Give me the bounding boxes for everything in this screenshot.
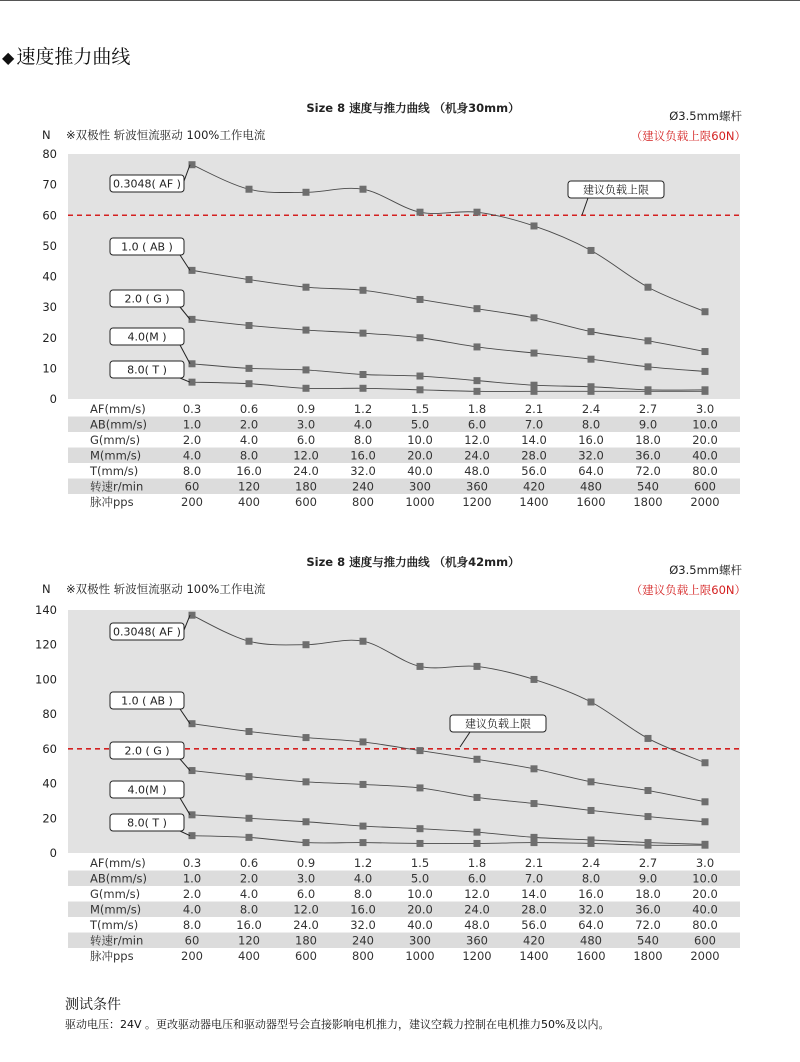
table-row-label: T(mm/s) xyxy=(90,918,139,932)
table-cell: 1.8 xyxy=(467,856,487,870)
series-4-point-1 xyxy=(246,834,253,841)
series-2-point-4 xyxy=(417,784,424,791)
series-1-point-1 xyxy=(246,728,253,735)
y-tick-label: 120 xyxy=(35,637,57,652)
table-cell: 360 xyxy=(466,933,488,948)
table-row-label: 脉冲pps xyxy=(90,495,134,509)
table-cell: 400 xyxy=(238,495,260,509)
table-row-label: T(mm/s) xyxy=(90,464,139,478)
series-2-point-5 xyxy=(474,794,481,801)
series-3-point-5 xyxy=(474,829,481,836)
y-tick-label: 60 xyxy=(42,741,57,756)
series-0-point-5 xyxy=(474,663,481,670)
table-cell: 20.0 xyxy=(692,887,718,901)
table-cell: 6.0 xyxy=(467,871,487,886)
y-tick-label: 0 xyxy=(49,392,57,406)
series-3-point-2 xyxy=(303,366,310,373)
table-cell: 8.0 xyxy=(239,448,259,463)
table-cell: 2.1 xyxy=(524,856,544,870)
table-cell: 800 xyxy=(352,495,374,509)
table-cell: 8.0 xyxy=(182,918,202,932)
table-cell: 12.0 xyxy=(464,433,490,447)
series-1-point-6 xyxy=(531,314,538,321)
table-cell: 28.0 xyxy=(521,448,547,463)
table-cell: 12.0 xyxy=(293,902,319,917)
table-cell: 0.3 xyxy=(182,402,202,416)
table-cell: 12.0 xyxy=(293,448,319,463)
limit-label: 建议负载上限 xyxy=(465,717,531,731)
series-0-point-8 xyxy=(645,284,652,291)
drive-condition: ※双极性 斩波恒流驱动 100%工作电流 xyxy=(66,582,266,596)
table-cell: 8.0 xyxy=(581,417,601,432)
table-cell: 120 xyxy=(238,933,260,948)
series-2-point-9 xyxy=(702,818,709,825)
table-cell: 8.0 xyxy=(239,902,259,917)
table-cell: 600 xyxy=(694,479,716,494)
table-cell: 600 xyxy=(694,933,716,948)
table-row-label: G(mm/s) xyxy=(90,433,141,447)
series-2-point-2 xyxy=(303,327,310,334)
table-cell: 3.0 xyxy=(296,417,316,432)
table-cell: 1.8 xyxy=(467,402,487,416)
series-3-point-1 xyxy=(246,365,253,372)
series-0-point-4 xyxy=(417,209,424,216)
table-cell: 80.0 xyxy=(692,918,718,932)
table-cell: 64.0 xyxy=(578,464,604,478)
table-cell: 7.0 xyxy=(524,417,544,432)
test-conditions-title: 测试条件 xyxy=(65,997,121,1013)
y-tick-label: 40 xyxy=(42,269,57,284)
y-axis-unit: N xyxy=(42,582,51,596)
table-cell: 800 xyxy=(352,949,374,963)
speed-thrust-chart-30mm xyxy=(0,98,800,518)
y-axis-unit: N xyxy=(42,128,51,142)
y-tick-label: 80 xyxy=(42,707,57,722)
series-2-point-2 xyxy=(303,778,310,785)
table-row-label: AB(mm/s) xyxy=(90,871,148,886)
series-2-point-6 xyxy=(531,800,538,807)
table-cell: 72.0 xyxy=(635,464,661,478)
series-1-point-1 xyxy=(246,276,253,283)
series-label: 8.0( T ) xyxy=(127,363,167,377)
table-cell: 420 xyxy=(523,933,545,948)
table-cell: 400 xyxy=(238,949,260,963)
series-1-point-3 xyxy=(360,287,367,294)
series-1-point-7 xyxy=(588,778,595,785)
series-4-point-9 xyxy=(702,388,709,395)
table-cell: 16.0 xyxy=(350,902,376,917)
y-tick-label: 80 xyxy=(42,147,57,161)
table-cell: 16.0 xyxy=(350,448,376,463)
diamond-icon: ◆ xyxy=(2,48,15,67)
series-4-point-8 xyxy=(645,842,652,849)
table-row-label: AF(mm/s) xyxy=(90,402,146,416)
screw-spec: Ø3.5mm螺杆 xyxy=(669,563,742,577)
table-row-label: G(mm/s) xyxy=(90,887,141,901)
table-cell: 36.0 xyxy=(635,902,661,917)
series-3-point-6 xyxy=(531,382,538,389)
y-tick-label: 10 xyxy=(42,361,57,376)
table-cell: 240 xyxy=(352,479,374,494)
series-0-point-6 xyxy=(531,676,538,683)
series-4-point-7 xyxy=(588,840,595,847)
y-tick-label: 100 xyxy=(35,672,57,687)
table-cell: 1400 xyxy=(519,949,549,963)
series-1-point-7 xyxy=(588,328,595,335)
table-cell: 6.0 xyxy=(467,417,487,432)
y-tick-label: 50 xyxy=(42,238,57,253)
table-cell: 48.0 xyxy=(464,464,490,478)
table-cell: 5.0 xyxy=(410,417,430,432)
table-cell: 2.1 xyxy=(524,402,544,416)
table-cell: 1.0 xyxy=(182,871,202,886)
table-cell: 1.2 xyxy=(353,856,373,870)
series-1-point-8 xyxy=(645,337,652,344)
series-0-point-7 xyxy=(588,247,595,254)
load-limit-note: （建议负载上限60N） xyxy=(630,583,746,597)
table-cell: 2.7 xyxy=(638,856,658,870)
table-cell: 60 xyxy=(184,479,200,494)
table-cell: 24.0 xyxy=(464,448,490,463)
table-cell: 300 xyxy=(409,933,431,948)
table-row-label: M(mm/s) xyxy=(90,902,142,917)
table-cell: 480 xyxy=(580,933,602,948)
table-row-label: 转速r/min xyxy=(90,479,144,494)
table-cell: 4.0 xyxy=(239,887,259,901)
table-cell: 40.0 xyxy=(407,464,433,478)
series-4-point-5 xyxy=(474,388,481,395)
series-0-point-1 xyxy=(246,186,253,193)
table-cell: 360 xyxy=(466,479,488,494)
y-tick-label: 140 xyxy=(35,603,57,617)
series-1-point-8 xyxy=(645,787,652,794)
table-cell: 8.0 xyxy=(182,464,202,478)
series-0-point-9 xyxy=(702,759,709,766)
series-2-point-4 xyxy=(417,334,424,341)
table-cell: 300 xyxy=(409,479,431,494)
table-cell: 32.0 xyxy=(578,448,604,463)
table-cell: 1800 xyxy=(633,495,663,509)
table-cell: 1.0 xyxy=(182,417,202,432)
table-cell: 0.6 xyxy=(239,402,259,416)
table-cell: 18.0 xyxy=(635,433,661,447)
table-cell: 8.0 xyxy=(353,433,373,447)
y-tick-label: 30 xyxy=(42,300,57,315)
table-cell: 1600 xyxy=(576,495,606,509)
series-label: 2.0 ( G ) xyxy=(124,292,170,306)
table-cell: 2000 xyxy=(690,949,720,963)
series-0-point-7 xyxy=(588,698,595,705)
table-cell: 64.0 xyxy=(578,918,604,932)
table-cell: 4.0 xyxy=(182,902,202,917)
table-cell: 1600 xyxy=(576,949,606,963)
table-cell: 3.0 xyxy=(695,856,715,870)
series-4-point-4 xyxy=(417,840,424,847)
table-cell: 2.0 xyxy=(239,417,259,432)
series-0-point-6 xyxy=(531,222,538,229)
table-cell: 5.0 xyxy=(410,871,430,886)
series-4-point-3 xyxy=(360,839,367,846)
series-3-point-2 xyxy=(303,818,310,825)
test-conditions-text: 驱动电压：24V 。更改驱动器电压和驱动器型号会直接影响电机推力，建议空载力控制在电机推力50%及以内。 xyxy=(65,1018,610,1031)
series-2-point-1 xyxy=(246,773,253,780)
table-cell: 600 xyxy=(295,949,317,963)
table-cell: 60 xyxy=(184,933,200,948)
series-2-point-3 xyxy=(360,781,367,788)
series-0-point-1 xyxy=(246,638,253,645)
table-cell: 32.0 xyxy=(350,918,376,932)
table-cell: 480 xyxy=(580,479,602,494)
series-3-point-3 xyxy=(360,823,367,830)
table-cell: 32.0 xyxy=(350,464,376,478)
table-cell: 40.0 xyxy=(692,448,718,463)
series-0-point-5 xyxy=(474,209,481,216)
y-tick-label: 0 xyxy=(49,846,57,860)
table-cell: 420 xyxy=(523,479,545,494)
table-cell: 200 xyxy=(181,495,203,509)
table-cell: 10.0 xyxy=(692,871,718,886)
table-cell: 20.0 xyxy=(407,448,433,463)
table-cell: 0.6 xyxy=(239,856,259,870)
series-2-point-8 xyxy=(645,363,652,370)
table-cell: 32.0 xyxy=(578,902,604,917)
table-cell: 2.4 xyxy=(581,402,601,416)
series-4-point-5 xyxy=(474,840,481,847)
table-cell: 180 xyxy=(295,933,317,948)
table-cell: 6.0 xyxy=(296,433,316,447)
table-cell: 10.0 xyxy=(692,417,718,432)
table-cell: 1800 xyxy=(633,949,663,963)
speed-thrust-chart-42mm xyxy=(0,552,800,972)
table-cell: 200 xyxy=(181,949,203,963)
table-cell: 2.4 xyxy=(581,856,601,870)
series-3-point-1 xyxy=(246,815,253,822)
table-cell: 14.0 xyxy=(521,433,547,447)
table-cell: 2.7 xyxy=(638,402,658,416)
y-tick-label: 20 xyxy=(42,330,57,345)
series-3-point-4 xyxy=(417,825,424,832)
table-cell: 56.0 xyxy=(521,464,547,478)
table-cell: 24.0 xyxy=(293,464,319,478)
series-2-point-8 xyxy=(645,813,652,820)
series-1-point-9 xyxy=(702,798,709,805)
limit-label: 建议负载上限 xyxy=(583,183,649,197)
table-cell: 2.0 xyxy=(239,871,259,886)
y-tick-label: 20 xyxy=(42,811,57,826)
table-cell: 80.0 xyxy=(692,464,718,478)
series-4-point-9 xyxy=(702,842,709,849)
chart-title: Size 8 速度与推力曲线 （机身30mm） xyxy=(306,101,520,115)
table-cell: 0.9 xyxy=(296,856,316,870)
table-cell: 3.0 xyxy=(695,402,715,416)
table-cell: 40.0 xyxy=(407,918,433,932)
table-cell: 1.5 xyxy=(410,856,430,870)
table-cell: 36.0 xyxy=(635,448,661,463)
table-cell: 1400 xyxy=(519,495,549,509)
table-cell: 1200 xyxy=(462,949,492,963)
table-cell: 540 xyxy=(637,933,659,948)
series-4-point-4 xyxy=(417,386,424,393)
series-2-point-3 xyxy=(360,330,367,337)
table-cell: 0.3 xyxy=(182,856,202,870)
table-cell: 180 xyxy=(295,479,317,494)
table-cell: 4.0 xyxy=(182,448,202,463)
series-2-point-7 xyxy=(588,356,595,363)
series-label: 0.3048( AF ) xyxy=(113,177,181,191)
series-2-point-1 xyxy=(246,322,253,329)
table-row-label: AF(mm/s) xyxy=(90,856,146,870)
table-cell: 3.0 xyxy=(296,871,316,886)
table-cell: 2000 xyxy=(690,495,720,509)
table-cell: 120 xyxy=(238,479,260,494)
series-1-point-5 xyxy=(474,305,481,312)
table-cell: 2.0 xyxy=(182,887,202,901)
table-cell: 540 xyxy=(637,479,659,494)
table-cell: 72.0 xyxy=(635,918,661,932)
load-limit-note: （建议负载上限60N） xyxy=(630,129,746,143)
table-cell: 1.5 xyxy=(410,402,430,416)
series-3-point-4 xyxy=(417,373,424,380)
table-cell: 600 xyxy=(295,495,317,509)
table-cell: 1000 xyxy=(405,949,435,963)
series-0-point-3 xyxy=(360,186,367,193)
y-tick-label: 40 xyxy=(42,776,57,791)
table-cell: 8.0 xyxy=(581,871,601,886)
table-cell: 8.0 xyxy=(353,887,373,901)
table-cell: 0.9 xyxy=(296,402,316,416)
series-1-point-2 xyxy=(303,284,310,291)
series-0-point-2 xyxy=(303,641,310,648)
series-0-point-2 xyxy=(303,189,310,196)
table-row-label: M(mm/s) xyxy=(90,448,142,463)
table-cell: 48.0 xyxy=(464,918,490,932)
table-cell: 2.0 xyxy=(182,433,202,447)
series-label: 1.0 ( AB ) xyxy=(121,240,173,254)
table-cell: 10.0 xyxy=(407,887,433,901)
series-4-point-7 xyxy=(588,388,595,395)
table-cell: 6.0 xyxy=(296,887,316,901)
table-cell: 24.0 xyxy=(464,902,490,917)
series-1-point-4 xyxy=(417,747,424,754)
series-2-point-7 xyxy=(588,807,595,814)
table-cell: 240 xyxy=(352,933,374,948)
series-4-point-6 xyxy=(531,388,538,395)
table-row-label: AB(mm/s) xyxy=(90,417,148,432)
table-row-label: 脉冲pps xyxy=(90,949,134,963)
series-label: 4.0(M ) xyxy=(127,330,167,344)
table-cell: 18.0 xyxy=(635,887,661,901)
series-1-point-5 xyxy=(474,756,481,763)
table-cell: 56.0 xyxy=(521,918,547,932)
series-0-point-9 xyxy=(702,308,709,315)
table-cell: 28.0 xyxy=(521,902,547,917)
series-4-point-2 xyxy=(303,839,310,846)
series-1-point-9 xyxy=(702,348,709,355)
series-0-point-4 xyxy=(417,663,424,670)
series-4-point-6 xyxy=(531,839,538,846)
section-title-text: 速度推力曲线 xyxy=(16,46,131,68)
series-label: 1.0 ( AB ) xyxy=(121,694,173,708)
chart-title: Size 8 速度与推力曲线 （机身42mm） xyxy=(306,555,520,569)
series-1-point-3 xyxy=(360,738,367,745)
series-label: 2.0 ( G ) xyxy=(124,744,170,758)
table-cell: 9.0 xyxy=(638,871,658,886)
series-0-point-3 xyxy=(360,638,367,645)
table-cell: 16.0 xyxy=(578,433,604,447)
y-tick-label: 70 xyxy=(42,177,57,192)
series-4-point-8 xyxy=(645,388,652,395)
table-cell: 4.0 xyxy=(353,417,373,432)
table-cell: 20.0 xyxy=(407,902,433,917)
table-cell: 24.0 xyxy=(293,918,319,932)
table-cell: 4.0 xyxy=(353,871,373,886)
series-4-point-3 xyxy=(360,385,367,392)
table-row-label: 转速r/min xyxy=(90,933,144,948)
table-cell: 1000 xyxy=(405,495,435,509)
series-label: 8.0( T ) xyxy=(127,816,167,830)
top-divider xyxy=(0,0,800,1)
table-cell: 1.2 xyxy=(353,402,373,416)
series-2-point-9 xyxy=(702,368,709,375)
table-cell: 40.0 xyxy=(692,902,718,917)
series-0-point-8 xyxy=(645,735,652,742)
table-cell: 14.0 xyxy=(521,887,547,901)
drive-condition: ※双极性 斩波恒流驱动 100%工作电流 xyxy=(66,128,266,142)
series-1-point-6 xyxy=(531,765,538,772)
section-title xyxy=(2,42,130,69)
series-1-point-4 xyxy=(417,296,424,303)
table-cell: 7.0 xyxy=(524,871,544,886)
screw-spec: Ø3.5mm螺杆 xyxy=(669,109,742,123)
y-tick-label: 60 xyxy=(42,208,57,223)
table-cell: 12.0 xyxy=(464,887,490,901)
table-cell: 4.0 xyxy=(239,433,259,447)
table-cell: 16.0 xyxy=(236,464,262,478)
series-label: 4.0(M ) xyxy=(127,783,167,797)
table-cell: 9.0 xyxy=(638,417,658,432)
series-2-point-5 xyxy=(474,343,481,350)
table-cell: 10.0 xyxy=(407,433,433,447)
table-cell: 1200 xyxy=(462,495,492,509)
table-cell: 16.0 xyxy=(236,918,262,932)
series-3-point-3 xyxy=(360,371,367,378)
table-cell: 20.0 xyxy=(692,433,718,447)
series-1-point-2 xyxy=(303,734,310,741)
series-4-point-2 xyxy=(303,385,310,392)
series-label: 0.3048( AF ) xyxy=(113,625,181,639)
table-cell: 16.0 xyxy=(578,887,604,901)
series-4-point-1 xyxy=(246,380,253,387)
series-3-point-5 xyxy=(474,377,481,384)
series-2-point-6 xyxy=(531,350,538,357)
